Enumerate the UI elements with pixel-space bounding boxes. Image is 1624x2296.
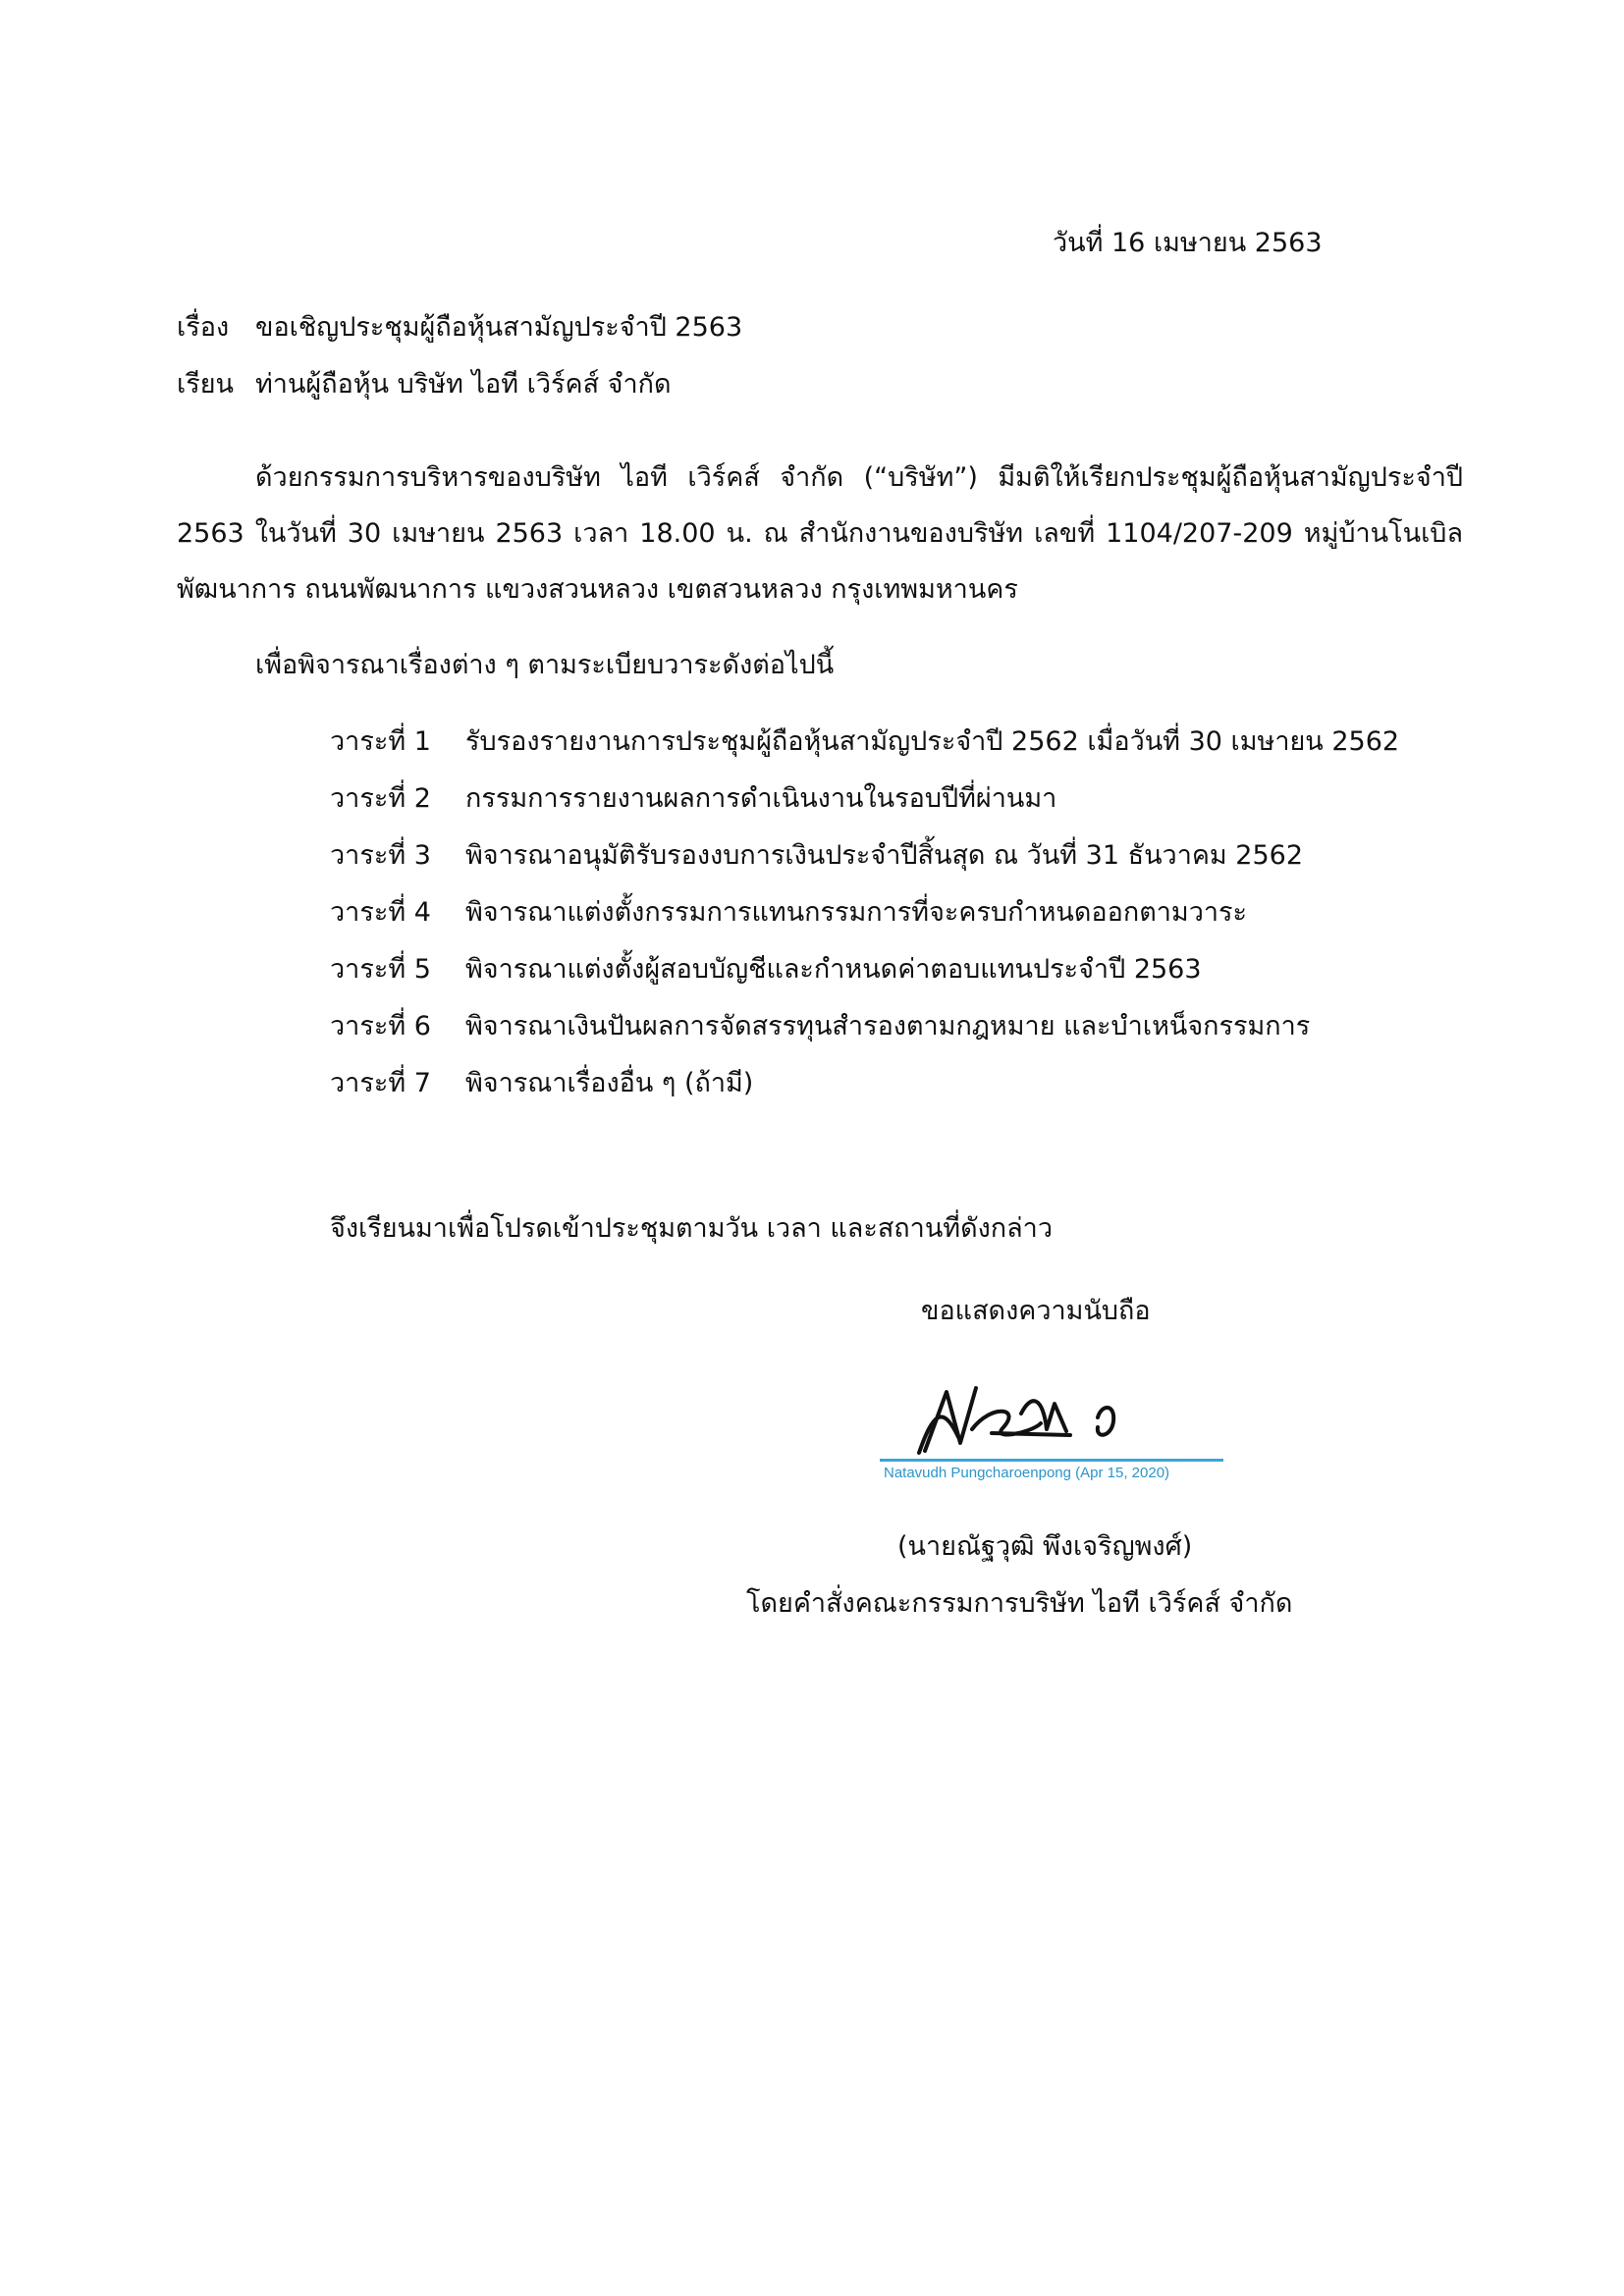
agenda-text: พิจารณาอนุมัติรับรองงบการเงินประจำปีสิ้นสุด ณ วันที่ 31 ธันวาคม 2562 bbox=[465, 840, 1304, 871]
agenda-number: วาระที่ 2 bbox=[330, 783, 431, 814]
closing-sentence: จึงเรียนมาเพื่อโปรดเข้าประชุมตามวัน เวลา และสถานที่ดังกล่าว bbox=[330, 1213, 1054, 1244]
agenda-number: วาระที่ 4 bbox=[330, 897, 431, 928]
agenda-number: วาระที่ 1 bbox=[330, 726, 431, 757]
recipient-line bbox=[177, 369, 672, 400]
recipient-text: ท่านผู้ถือหุ้น บริษัท ไอที เวิร์คส์ จำกัด bbox=[255, 369, 672, 400]
letter-date: วันที่ 16 เมษายน 2563 bbox=[1053, 228, 1323, 258]
agenda-text: พิจารณาแต่งตั้งกรรมการแทนกรรมการที่จะครบกำหนดออกตามวาระ bbox=[465, 897, 1248, 928]
agenda-number: วาระที่ 5 bbox=[330, 954, 431, 985]
agenda-text: พิจารณาแต่งตั้งผู้สอบบัญชีและกำหนดค่าตอบแทนประจำปี 2563 bbox=[465, 954, 1202, 985]
handwritten-signature bbox=[874, 1374, 1227, 1463]
signature-underline bbox=[880, 1459, 1223, 1462]
agenda-number: วาระที่ 3 bbox=[330, 840, 431, 871]
recipient-label: เรียน bbox=[177, 369, 235, 400]
body-paragraph: ด้วยกรรมการบริหารของบริษัท ไอที เวิร์คส์ จำกัด (“บริษัท”) มีมติให้เรียกประชุมผู้ถือหุ้นสามัญประจำปี 2563 ในวันที่ 30 เมษายน 2563 เวลา 18.00 น. ณ สำนักงานของบริษัท เลขที่ 1104/207-209 หมู่บ้านโนเบิลพัฒนาการ ถนนพัฒนาการ แขวงสวนหลวง เขตสวนหลวง กรุงเทพมหานคร bbox=[177, 462, 1463, 605]
subject-line bbox=[177, 312, 742, 344]
agenda-item bbox=[330, 1011, 1399, 1068]
signer-name: (นายณัฐวุฒิ พึงเจริญพงศ์) bbox=[897, 1531, 1193, 1562]
agenda-item bbox=[330, 897, 1399, 954]
agenda-item bbox=[330, 840, 1399, 897]
agenda-intro: เพื่อพิจารณาเรื่องต่าง ๆ ตามระเบียบวาระดังต่อไปนี้ bbox=[255, 650, 835, 680]
subject-text: ขอเชิญประชุมผู้ถือหุ้นสามัญประจำปี 2563 bbox=[255, 312, 743, 343]
agenda-number: วาระที่ 7 bbox=[330, 1068, 431, 1098]
signature-block bbox=[874, 1374, 1227, 1492]
signature-caption: Natavudh Pungcharoenpong (Apr 15, 2020) bbox=[884, 1465, 1170, 1481]
agenda-text: กรรมการรายงานผลการดำเนินงานในรอบปีที่ผ่านมา bbox=[465, 783, 1057, 814]
agenda-item bbox=[330, 783, 1399, 840]
agenda-text: พิจารณาเรื่องอื่น ๆ (ถ้ามี) bbox=[465, 1068, 754, 1098]
agenda-number: วาระที่ 6 bbox=[330, 1011, 431, 1041]
regards: ขอแสดงความนับถือ bbox=[921, 1296, 1151, 1326]
signer-title: โดยคำสั่งคณะกรรมการบริษัท ไอที เวิร์คส์ จำกัด bbox=[746, 1588, 1293, 1619]
agenda-item bbox=[330, 1068, 1399, 1125]
agenda-text: รับรองรายงานการประชุมผู้ถือหุ้นสามัญประจำปี 2562 เมื่อวันที่ 30 เมษายน 2562 bbox=[465, 726, 1400, 757]
subject-label: เรื่อง bbox=[177, 312, 230, 343]
agenda-item bbox=[330, 726, 1399, 783]
agenda-list bbox=[330, 726, 1399, 1125]
agenda-item bbox=[330, 954, 1399, 1011]
agenda-text: พิจารณาเงินปันผลการจัดสรรทุนสำรองตามกฎหมาย และบำเหน็จกรรมการ bbox=[465, 1011, 1311, 1041]
